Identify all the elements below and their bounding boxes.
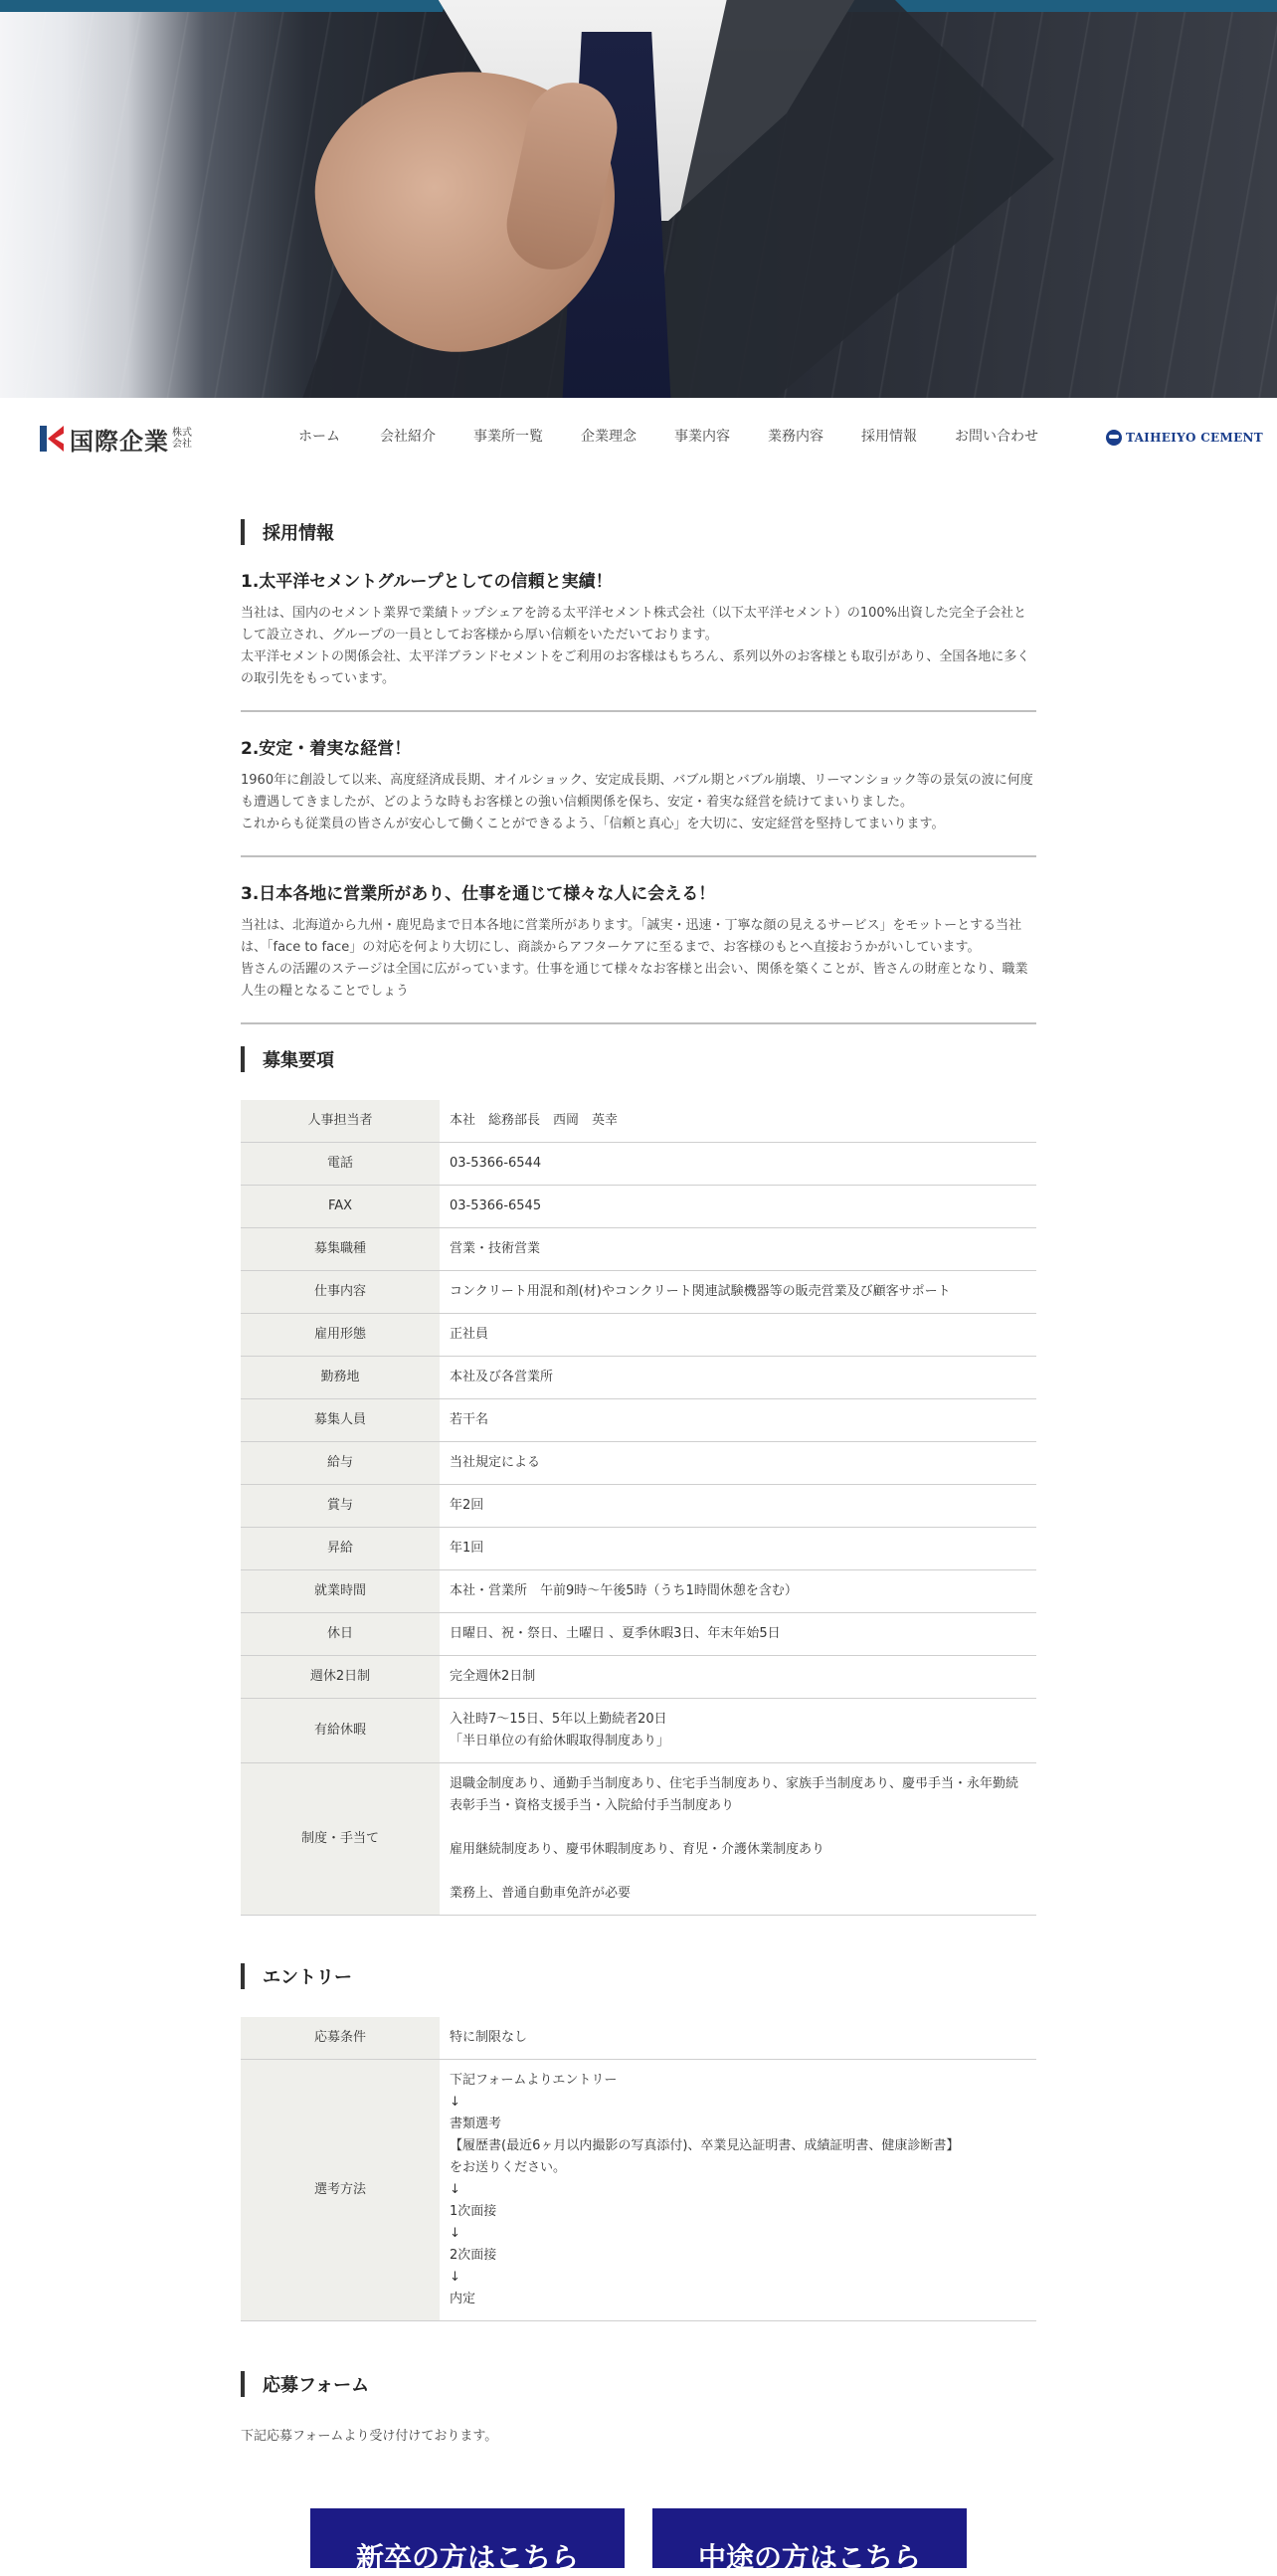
table-row xyxy=(241,2060,1036,2321)
point-1-text xyxy=(241,603,1036,690)
table-row xyxy=(241,1613,1036,1656)
row-value xyxy=(440,1699,1036,1763)
nav-company[interactable]: 会社紹介 xyxy=(380,429,436,445)
logo-subtext: 株式会社 xyxy=(172,428,192,450)
point-3-line-2: 皆さんの活躍のステージは全国に広がっています。仕事を通じて様々なお客様と出会い、関係を築くことが、皆さんの財産となり、職業人生の糧となることでしょう xyxy=(241,962,1028,999)
form-note: 下記応募フォームより受け付けております。 xyxy=(241,2429,498,2444)
value-line: 若干名 xyxy=(450,1412,489,1427)
main-nav xyxy=(298,426,1038,446)
point-2-line-1: 1960年に創設して以来、高度経済成長期、オイルショック、安定成長期、バブル期とバブル崩壊、リーマンショック等の景気の波に何度も遭遇してきましたが、どのような時もお客様との強い信頼関係を保ち、安定・着実な経営を続けてまいりました。 xyxy=(241,773,1033,810)
row-key: 応募条件 xyxy=(241,2017,440,2060)
row-key: 賞与 xyxy=(241,1485,440,1528)
arrow-down: ↓ xyxy=(450,2182,460,2197)
row-value xyxy=(440,2017,1036,2060)
row-key: 有給休暇 xyxy=(241,1699,440,1763)
nav-philosophy[interactable]: 企業理念 xyxy=(581,429,637,445)
point-3-line-1: 当社は、北海道から九州・鹿児島まで日本各地に営業所があります。「誠実・迅速・丁寧な顔の見えるサービス」をモットーとする当社は、「face to face」の対応を何より大切にし、商談からアフターケアに至るまで、お客様のもとへ直接おうかがいしています。 xyxy=(241,918,1022,955)
value-line: 日曜日、祝・祭日、土曜日 、夏季休暇3日、年末年始5日 xyxy=(450,1626,781,1641)
table-row xyxy=(241,1186,1036,1228)
table-row xyxy=(241,1699,1036,1763)
main-content xyxy=(241,519,1036,2444)
value-line: 2次面接 xyxy=(450,2248,497,2263)
value-line: コンクリート用混和剤(材)やコンクリート関連試験機器等の販売営業及び顧客サポート xyxy=(450,1284,951,1299)
value-line: 完全週休2日制 xyxy=(450,1669,536,1684)
row-value xyxy=(440,1399,1036,1442)
row-value xyxy=(440,1186,1036,1228)
value-line: 下記フォームよりエントリー xyxy=(450,2073,618,2088)
nav-offices[interactable]: 事業所一覧 xyxy=(473,429,543,445)
value-line: 書類選考 xyxy=(450,2116,502,2131)
row-value xyxy=(440,1228,1036,1271)
table-row xyxy=(241,1314,1036,1357)
divider xyxy=(241,1022,1036,1024)
taiheiyo-cement-link[interactable] xyxy=(1106,430,1263,446)
value-spacer xyxy=(450,1861,1026,1883)
row-value xyxy=(440,1314,1036,1357)
row-key: 給与 xyxy=(241,1442,440,1485)
row-value xyxy=(440,1357,1036,1399)
hero-image xyxy=(0,12,1277,398)
arrow-down: ↓ xyxy=(450,2095,460,2110)
table-row xyxy=(241,1442,1036,1485)
logo-text: 国際企業 xyxy=(70,427,169,456)
point-2-heading: 2.安定・着実な経営！ xyxy=(241,739,412,759)
phone-number[interactable]: 03-5366-6544 xyxy=(450,1156,542,1171)
nav-home[interactable]: ホーム xyxy=(298,429,340,445)
value-line: 雇用継続制度あり、慶弔休暇制度あり、育児・介護休業制度あり xyxy=(450,1842,825,1857)
value-line: 1次面接 xyxy=(450,2204,497,2219)
value-line: 正社員 xyxy=(450,1327,489,1342)
arrow-down: ↓ xyxy=(450,2270,460,2285)
point-2-text xyxy=(241,770,1036,835)
value-line: 「半日単位の有給休暇取得制度あり」 xyxy=(450,1734,670,1748)
taiheiyo-logo-icon xyxy=(1106,430,1122,446)
company-logo[interactable] xyxy=(40,425,194,456)
site-header xyxy=(0,398,1277,477)
value-line: 業務上、普通自動車免許が必要 xyxy=(450,1886,632,1901)
new-graduate-button[interactable]: 新卒の方はこちら xyxy=(310,2508,625,2568)
apply-buttons xyxy=(310,2508,967,2574)
row-key: 就業時間 xyxy=(241,1570,440,1613)
table-row xyxy=(241,1271,1036,1314)
row-value xyxy=(440,1271,1036,1314)
nav-business[interactable]: 事業内容 xyxy=(674,429,730,445)
point-1-line-2: 太平洋セメントの関係会社、太平洋ブランドセメントをご利用のお客様はもちろん、系列以外のお客様とも取引があり、全国各地に多くの取引先をもっています。 xyxy=(241,649,1030,686)
row-value xyxy=(440,1100,1036,1143)
divider xyxy=(241,710,1036,712)
form-section xyxy=(241,2371,1036,2444)
row-key: 電話 xyxy=(241,1143,440,1186)
value-line: 【履歴書(最近6ヶ月以内撮影の写真添付)、卒業見込証明書、成績証明書、健康診断書】 xyxy=(450,2138,960,2153)
point-2-line-2: これからも従業員の皆さんが安心して働くことができるよう、「信頼と真心」を大切に、安定経営を堅持してまいります。 xyxy=(241,817,945,831)
table-row xyxy=(241,1100,1036,1143)
table-row xyxy=(241,1763,1036,1916)
table-row xyxy=(241,1228,1036,1271)
table-row xyxy=(241,1357,1036,1399)
requirements-table xyxy=(241,1100,1036,1916)
value-line: をお送りください。 xyxy=(450,2160,567,2175)
fax-number: 03-5366-6545 xyxy=(450,1198,542,1213)
row-key: 仕事内容 xyxy=(241,1271,440,1314)
value-line: 特に制限なし xyxy=(450,2030,528,2045)
row-value xyxy=(440,1442,1036,1485)
table-row xyxy=(241,2017,1036,2060)
table-row xyxy=(241,1570,1036,1613)
value-line: 年1回 xyxy=(450,1541,484,1556)
row-key: FAX xyxy=(241,1186,440,1228)
entry-table xyxy=(241,2017,1036,2321)
row-key: 募集職種 xyxy=(241,1228,440,1271)
table-row xyxy=(241,1528,1036,1570)
row-value xyxy=(440,1485,1036,1528)
row-value xyxy=(440,1570,1036,1613)
point-3-text xyxy=(241,915,1036,1003)
value-line: 営業・技術営業 xyxy=(450,1241,541,1256)
value-line: 本社 総務部長 西岡 英幸 xyxy=(450,1113,619,1128)
row-key: 勤務地 xyxy=(241,1357,440,1399)
table-row xyxy=(241,1656,1036,1699)
row-value xyxy=(440,1763,1036,1916)
recruit-section xyxy=(241,519,1036,1024)
form-title: 応募フォーム xyxy=(241,2371,1036,2397)
value-line: 本社及び各営業所 xyxy=(450,1370,554,1384)
nav-operations[interactable]: 業務内容 xyxy=(768,429,823,445)
row-key: 週休2日制 xyxy=(241,1656,440,1699)
requirements-title: 募集要項 xyxy=(241,1046,1036,1072)
row-key: 選考方法 xyxy=(241,2060,440,2321)
value-spacer xyxy=(450,1817,1026,1839)
arrow-down: ↓ xyxy=(450,2226,460,2241)
mid-career-button[interactable]: 中途の方はこちら xyxy=(652,2508,967,2568)
row-key: 募集人員 xyxy=(241,1399,440,1442)
nav-contact[interactable]: お問い合わせ xyxy=(955,429,1038,445)
value-line: 年2回 xyxy=(450,1498,484,1513)
nav-recruit[interactable]: 採用情報 xyxy=(861,429,917,445)
row-key: 休日 xyxy=(241,1613,440,1656)
brand-text: TAIHEIYO CEMENT xyxy=(1126,431,1264,445)
requirements-section xyxy=(241,1046,1036,1916)
row-key: 人事担当者 xyxy=(241,1100,440,1143)
point-1-line-1: 当社は、国内のセメント業界で業績トップシェアを誇る太平洋セメント株式会社（以下太平洋セメント）の100%出資した完全子会社として設立され、グループの一員としてお客様から厚い信頼をいただいております。 xyxy=(241,606,1026,643)
row-value xyxy=(440,1143,1036,1186)
entry-title: エントリー xyxy=(241,1963,1036,1989)
table-row xyxy=(241,1485,1036,1528)
point-1-heading: 1.太平洋セメントグループとしての信頼と実績！ xyxy=(241,572,613,592)
value-line: 退職金制度あり、通勤手当制度あり、住宅手当制度あり、家族手当制度あり、慶弔手当・永年勤続表彰手当・資格支援手当・入院給付手当制度あり xyxy=(450,1776,1019,1813)
value-line: 当社規定による xyxy=(450,1455,541,1470)
row-value xyxy=(440,1656,1036,1699)
table-row xyxy=(241,1143,1036,1186)
row-value xyxy=(440,1613,1036,1656)
entry-section xyxy=(241,1963,1036,2321)
value-line: 内定 xyxy=(450,2292,476,2306)
row-value xyxy=(440,2060,1036,2321)
table-row xyxy=(241,1399,1036,1442)
row-value xyxy=(440,1528,1036,1570)
row-key: 昇給 xyxy=(241,1528,440,1570)
value-line: 入社時7～15日、5年以上勤続者20日 xyxy=(450,1712,667,1727)
recruit-title: 採用情報 xyxy=(241,519,1036,545)
row-key: 雇用形態 xyxy=(241,1314,440,1357)
point-3-heading: 3.日本各地に営業所があり、仕事を通じて様々な人に会える！ xyxy=(241,884,716,904)
row-key: 制度・手当て xyxy=(241,1763,440,1916)
divider xyxy=(241,855,1036,857)
logo-mark-icon xyxy=(40,426,64,452)
value-line: 本社・営業所 午前9時～午後5時（うち1時間休憩を含む） xyxy=(450,1583,798,1598)
